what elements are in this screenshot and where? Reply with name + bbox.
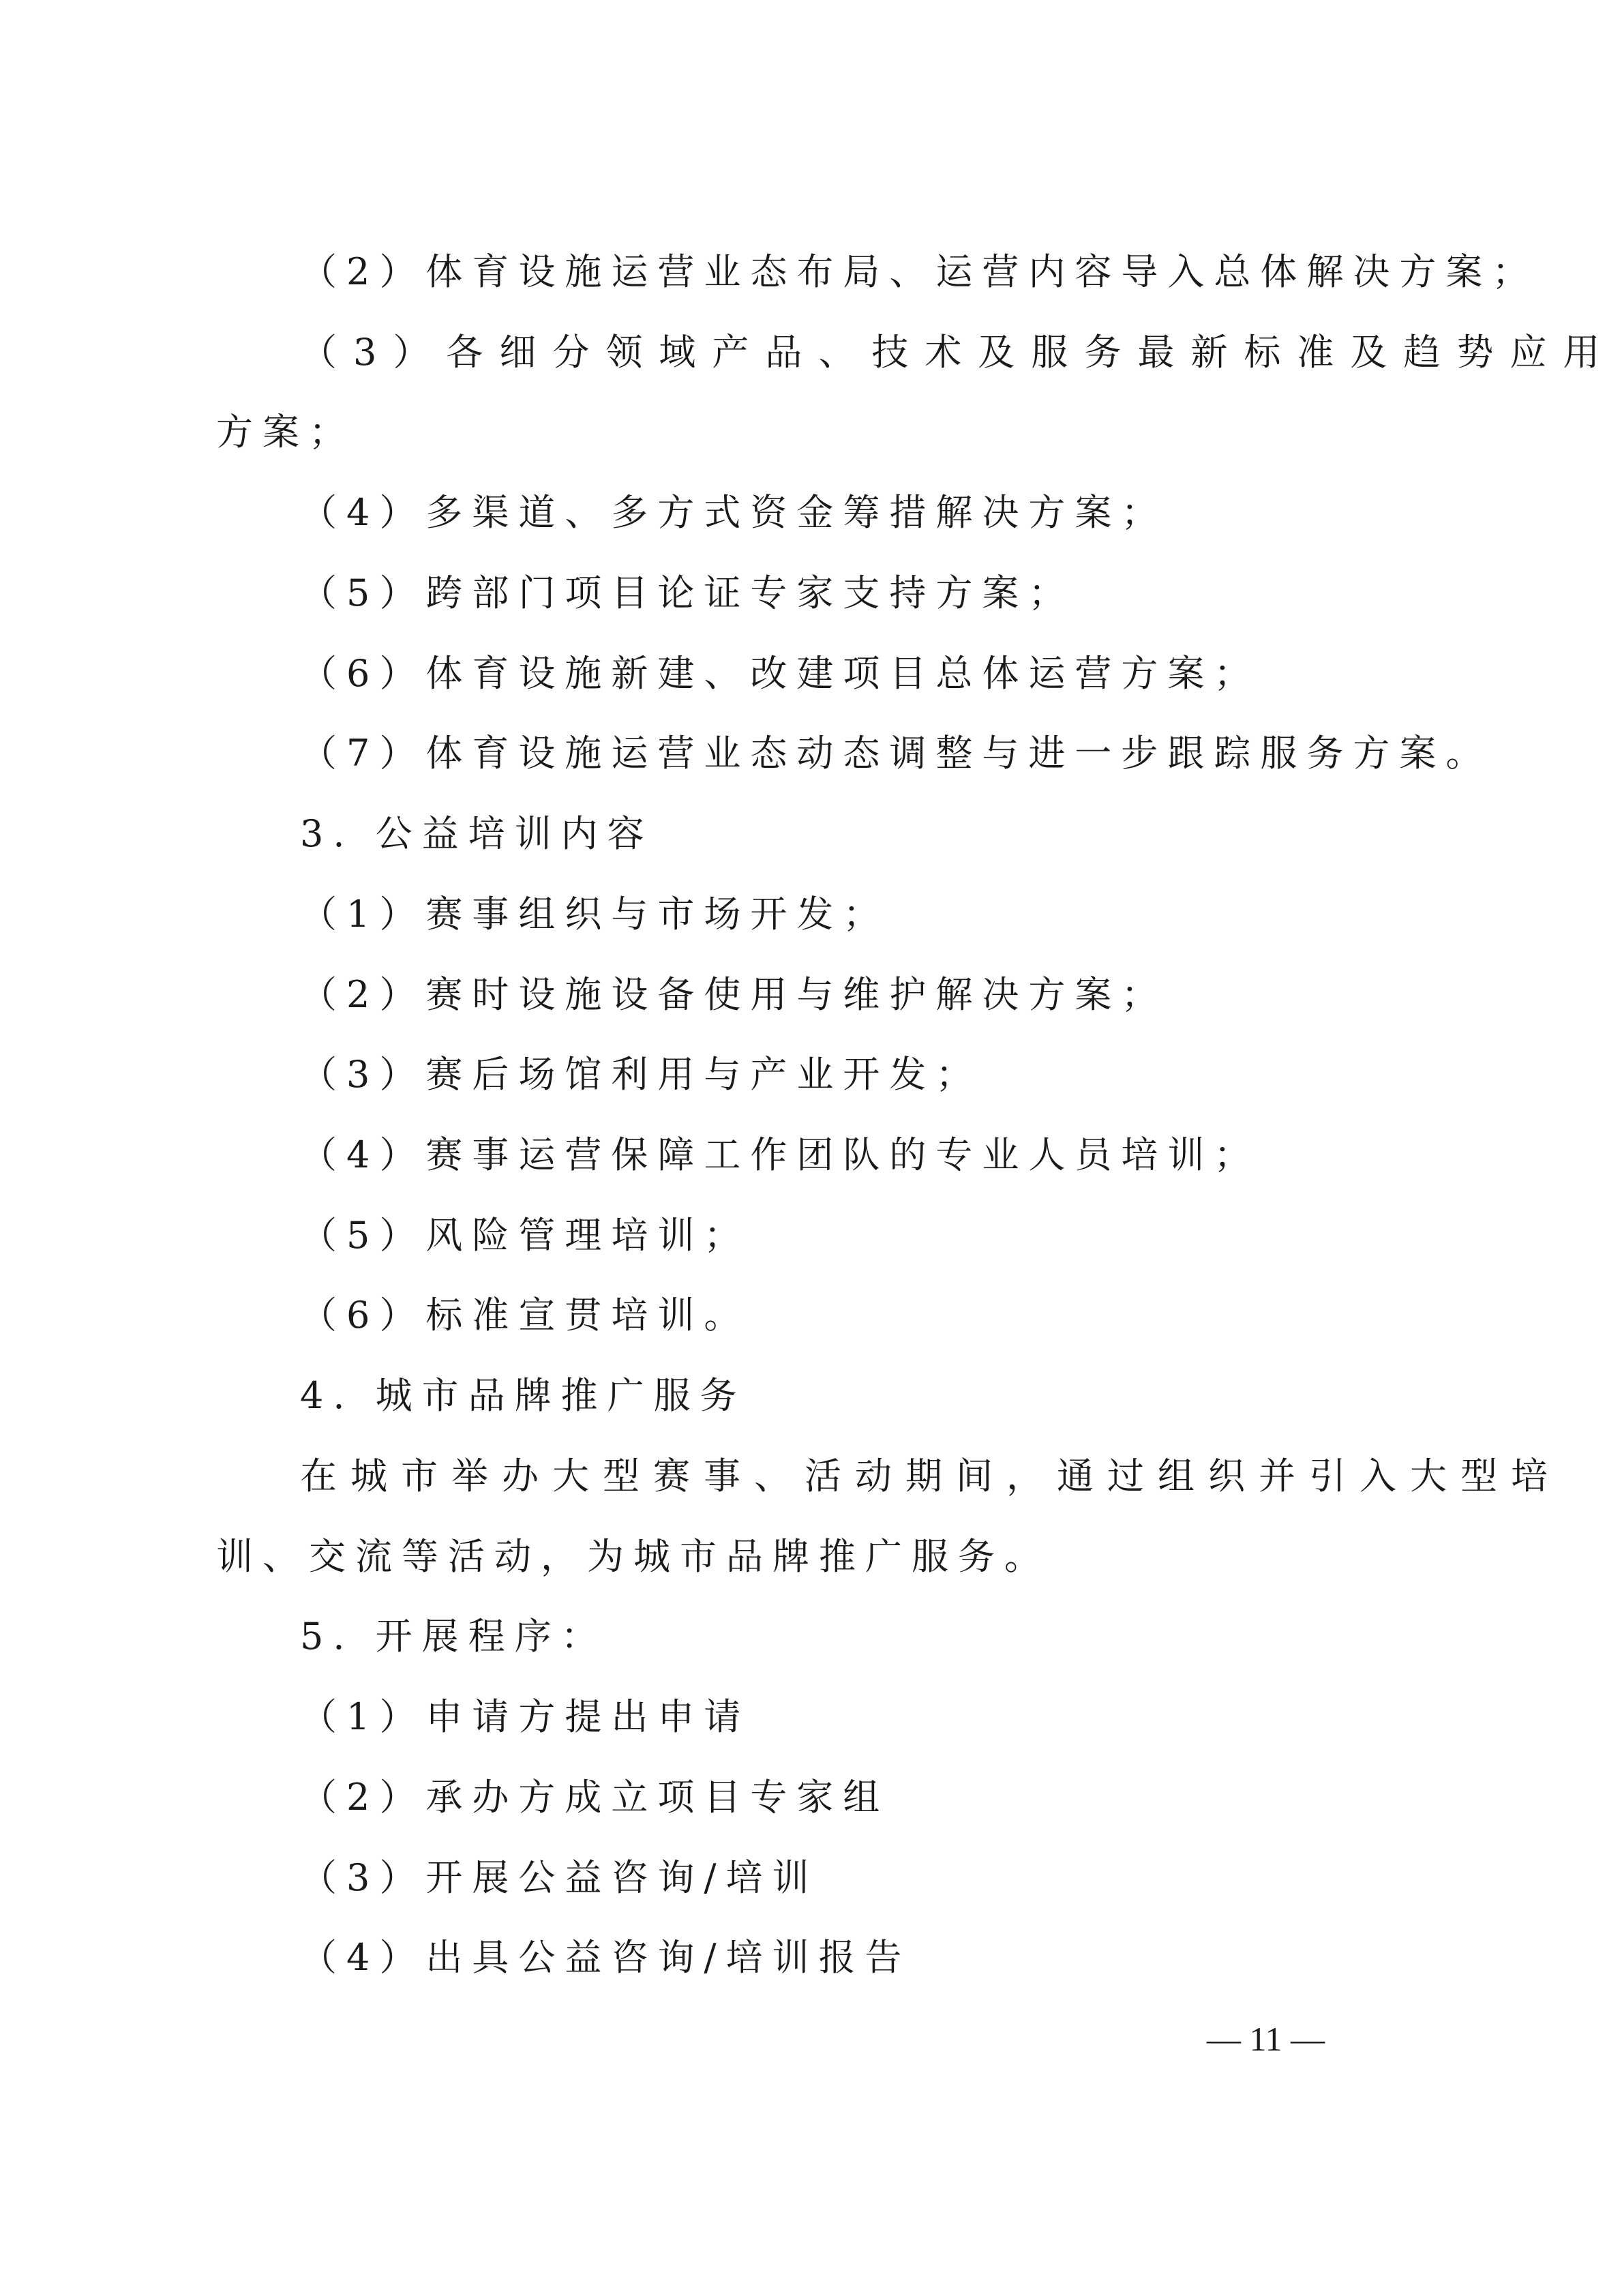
list-item-3-continuation: 方案； — [216, 411, 355, 453]
section-heading-5: 5. 开展程序： — [300, 1615, 607, 1658]
procedure-item-1: （1）申请方提出申请 — [300, 1695, 751, 1738]
section-heading-3: 3. 公益培训内容 — [300, 812, 654, 855]
procedure-item-3: （3）开展公益咨询/培训 — [300, 1856, 819, 1899]
list-item-5: （5）跨部门项目论证专家支持方案； — [300, 571, 1075, 614]
training-item-4: （4）赛事运营保障工作团队的专业人员培训； — [300, 1133, 1261, 1176]
list-item-2: （2）体育设施运营业态布局、运营内容导入总体解决方案； — [300, 250, 1539, 293]
section-heading-4: 4. 城市品牌推广服务 — [300, 1374, 747, 1417]
list-item-3: （3）各细分领域产品、技术及服务最新标准及趋势应用 — [300, 331, 1617, 374]
list-item-6: （6）体育设施新建、改建项目总体运营方案； — [300, 652, 1261, 695]
paragraph-line-1: 在城市举办大型赛事、活动期间，通过组织并引入大型培 — [300, 1455, 1561, 1497]
training-item-6: （6）标准宣贯培训。 — [300, 1294, 751, 1337]
training-item-3: （3）赛后场馆利用与产业开发； — [300, 1053, 982, 1096]
training-item-5: （5）风险管理培训； — [300, 1214, 751, 1257]
paragraph-line-2: 训、交流等活动，为城市品牌推广服务。 — [216, 1535, 1051, 1578]
procedure-item-4: （4）出具公益咨询/培训报告 — [300, 1936, 912, 1979]
training-item-2: （2）赛时设施设备使用与维护解决方案； — [300, 973, 1168, 1016]
procedure-item-2: （2）承办方成立项目专家组 — [300, 1776, 890, 1819]
training-item-1: （1）赛事组织与市场开发； — [300, 893, 890, 936]
list-item-7: （7）体育设施运营业态动态调整与进一步跟踪服务方案。 — [300, 732, 1492, 775]
page-number: — 11 — — [1207, 2020, 1325, 2058]
list-item-4: （4）多渠道、多方式资金筹措解决方案； — [300, 491, 1168, 534]
